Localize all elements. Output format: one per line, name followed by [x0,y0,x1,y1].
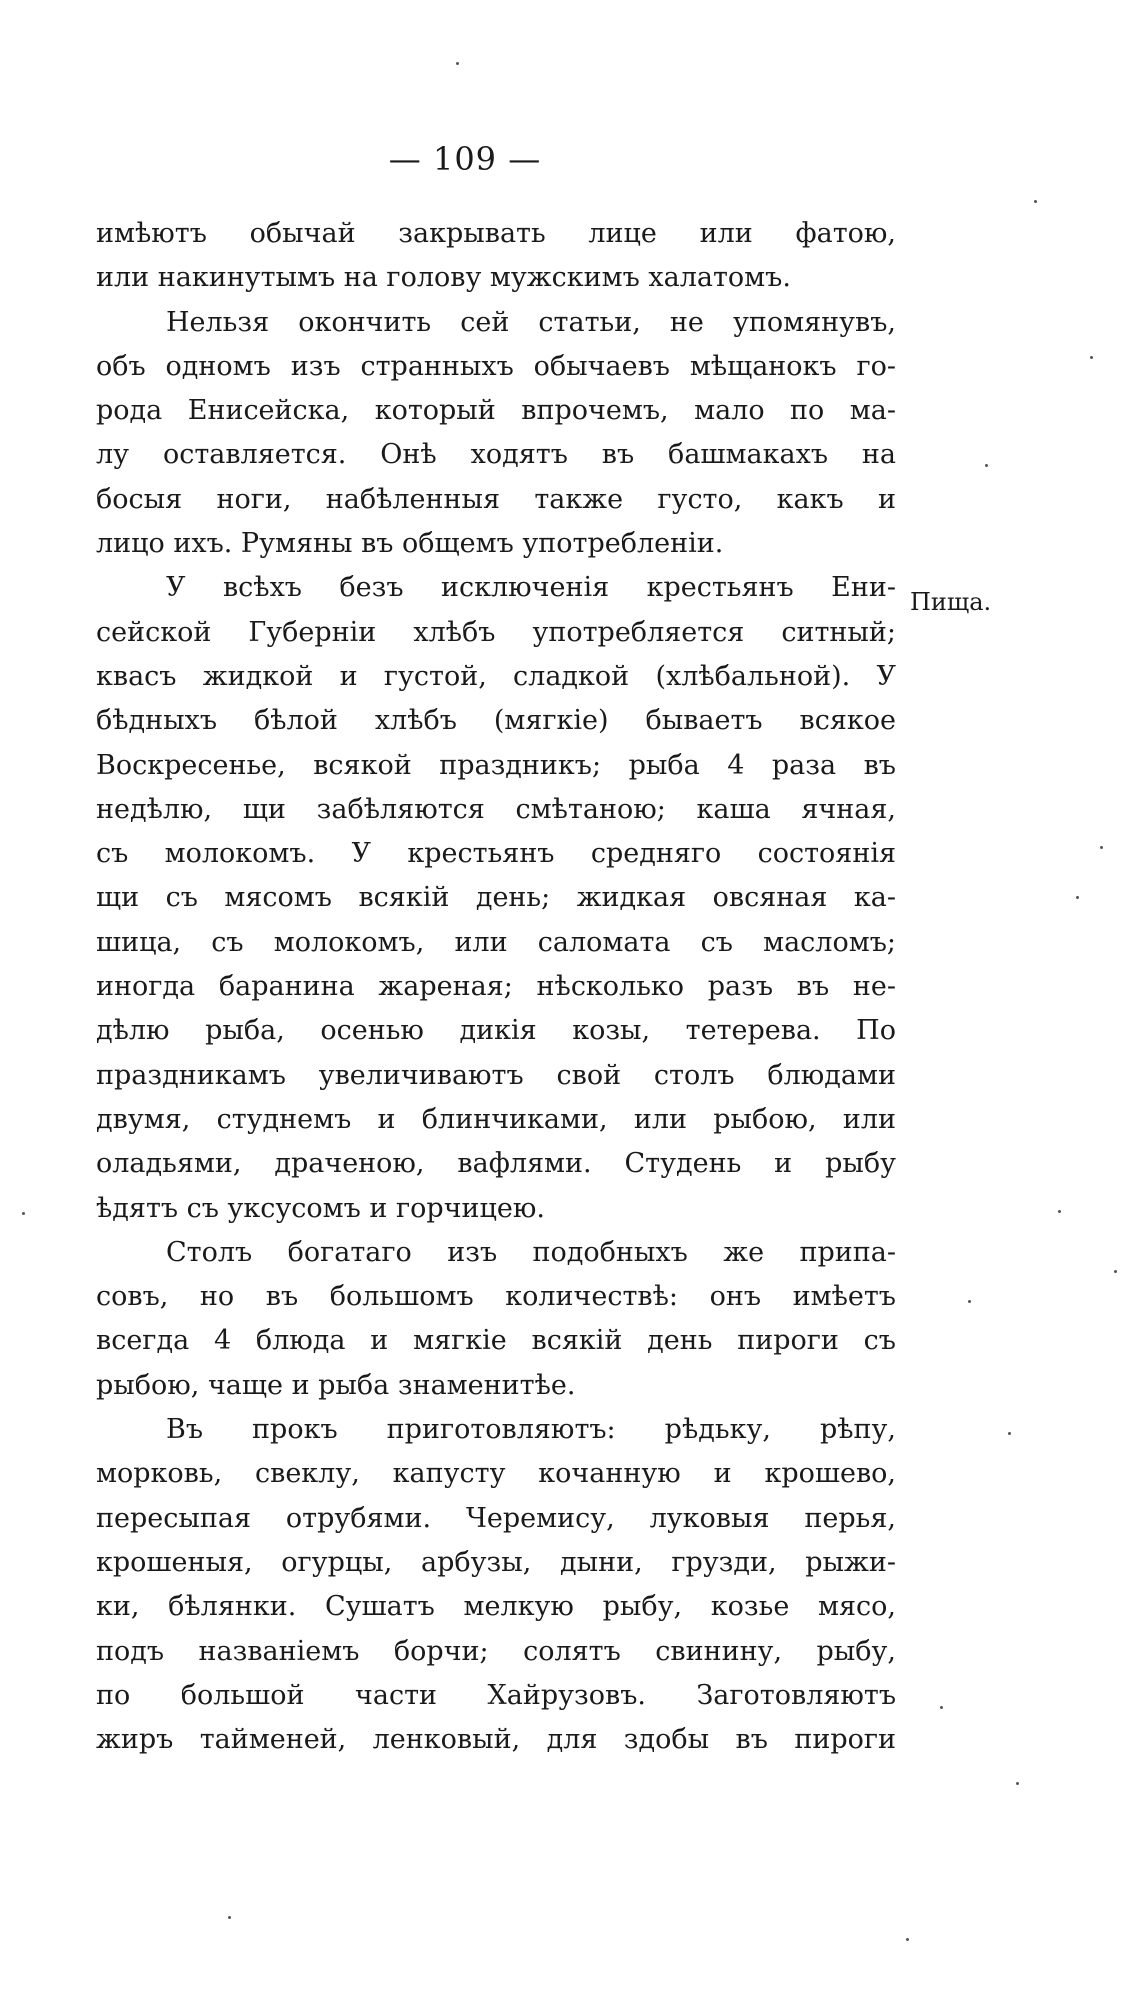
scan-speck [1100,846,1103,849]
text-line: Столъ богатаго изъ подобныхъ же припа- [166,1236,896,1268]
text-line: ѣдятъ съ уксусомъ и горчицею. [96,1192,545,1224]
paragraph [96,1408,896,1762]
text-line: праздникамъ увеличиваютъ свой столъ блюдами [96,1059,896,1091]
paragraph [96,1231,896,1408]
text-line: оладьями, драченою, вафлями. Студень и рыбу [96,1148,896,1180]
text-line: объ одномъ изъ странныхъ обычаевъ мѣщанокъ го- [96,350,896,382]
text-line: лу оставляется. Онѣ ходятъ въ башмакахъ на [96,439,896,471]
scan-speck [1076,896,1079,899]
text-line: лицо ихъ. Румяны въ общемъ употребленіи. [96,528,724,560]
paragraph [96,301,896,567]
scan-speck [968,1300,971,1303]
scan-speck [985,464,988,467]
text-line: подъ названіемъ борчи; солятъ свинину, рыбу, [96,1635,896,1667]
text-line: крошеныя, огурцы, арбузы, дыни, грузди, рыжи- [96,1546,896,1578]
text-line: сейской Губерніи хлѣбъ употребляется ситный; [96,616,896,648]
text-line: совъ, но въ большомъ количествѣ: онъ имѣетъ [96,1281,896,1313]
text-line: шица, съ молокомъ, или саломата съ масломъ; [96,926,896,958]
text-line: Нельзя окончить сей статьи, не упомянувъ, [166,306,896,338]
text-line: иногда баранина жареная; нѣсколько разъ въ не- [96,971,896,1003]
body-text [96,212,896,1762]
scan-speck [1016,1782,1019,1785]
text-line: всегда 4 блюда и мягкіе всякій день пироги съ [96,1325,896,1357]
scan-speck [940,1706,943,1709]
text-line: морковь, свеклу, капусту кочанную и крошево, [96,1458,896,1490]
scan-speck [1008,1432,1011,1435]
text-line: щи съ мясомъ всякій день; жидкая овсяная ка- [96,882,896,914]
text-line: съ молокомъ. У крестьянъ средняго состоянія [96,838,896,870]
text-line: жиръ таймeней, ленковый, для здобы въ пироги [96,1724,896,1756]
text-line: пересыпая отрубями. Черемису, луковыя перья, [96,1502,896,1534]
text-line: босыя ноги, набѣленныя также густо, какъ и [96,483,896,515]
text-line: Въ прокъ приготовляютъ: рѣдьку, рѣпу, [166,1414,896,1446]
text-line: Воскресенье, всякой праздникъ; рыба 4 раза въ [96,749,896,781]
text-line: имѣютъ обычай закрывать лице или фатою, [96,218,896,249]
scan-speck [1034,200,1037,203]
scan-speck [1090,356,1093,359]
margin-note: Пища. [910,588,992,616]
paragraph [96,212,896,301]
scan-speck [456,62,459,65]
text-line: рыбою, чаще и рыба знаменитѣе. [96,1369,576,1401]
paragraph [96,566,896,1230]
text-line: У всѣхъ безъ исключенія крестьянъ Ени- [166,572,896,604]
text-line: бѣдныхъ бѣлой хлѣбъ (мягкіе) бываетъ всякое [96,705,896,737]
page-number: — 109 — [388,140,542,178]
text-line: ки, бѣлянки. Сушатъ мелкую рыбу, козье мясо, [96,1591,896,1623]
scan-speck [906,1938,909,1941]
text-line: по большой части Хайрузовъ. Заготовляютъ [96,1679,896,1711]
text-line: дѣлю рыба, осенью дикія козы, тетерева. По [96,1015,896,1047]
text-line: квасъ жидкой и густой, сладкой (хлѣбальной). У [96,660,896,692]
text-line: недѣлю, щи забѣляются смѣтаною; каша ячная, [96,793,896,825]
scan-speck [1058,1210,1061,1213]
text-line: или накинутымъ на голову мужскимъ халатомъ. [96,262,791,294]
text-line: двумя, студнемъ и блинчиками, или рыбою, или [96,1103,896,1135]
scan-speck [228,1916,231,1919]
scan-speck [22,1212,25,1215]
scan-speck [1114,1270,1117,1273]
text-line: рода Енисейска, который впрочемъ, мало по ма- [96,395,896,427]
